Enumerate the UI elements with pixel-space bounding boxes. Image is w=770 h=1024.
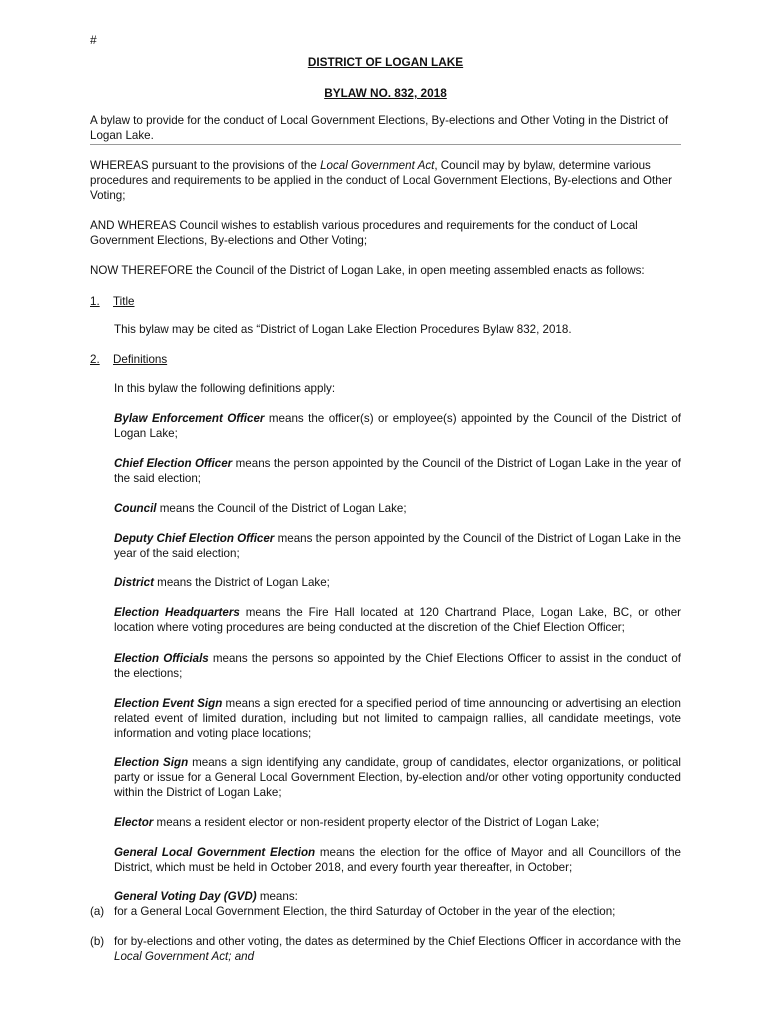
now-therefore-paragraph: NOW THEREFORE the Council of the District of Logan Lake, in open meeting assembled enacts as follows: — [90, 264, 645, 277]
page-marker: # — [90, 33, 97, 47]
definition-item: Bylaw Enforcement Officer means the officer(s) or employee(s) appointed by the Council of the District of Logan Lake; — [114, 412, 681, 440]
definition-item: Chief Election Officer means the person appointed by the Council of the District of Logan Lake in the year of the said election; — [114, 457, 681, 485]
section-2-intro: In this bylaw the following definitions apply: — [114, 382, 336, 395]
district-title: DISTRICT OF LOGAN LAKE — [307, 55, 464, 69]
definition-item: Election Officials means the persons so appointed by the Chief Elections Officer to assist in the conduct of the elections; — [114, 652, 681, 680]
definition-item: General Local Government Election means the election for the office of Mayor and all Councillors of the District, which must be held in October 2018, and every fourth year thereafter, in October; — [114, 846, 681, 874]
gvd-item-a: (a) for a General Local Government Election, the third Saturday of October in the year of the election; — [90, 905, 616, 918]
definition-item: Elector means a resident elector or non-resident property elector of the District of Logan Lake; — [114, 816, 600, 829]
definition-item: Election Sign means a sign identifying any candidate, group of candidates, elector organizations, or political party or issue for a General Local Government Election, by-election and/or other voting opportunity conducted within the District of Logan Lake; — [114, 756, 681, 799]
divider-line — [90, 144, 681, 145]
whereas-paragraph-1: WHEREAS pursuant to the provisions of the Local Government Act, Council may by bylaw, determine various procedures and requirements to be applied in the conduct of Local Government Elections, By-elections and Other Voting; — [90, 159, 672, 202]
definition-item: Deputy Chief Election Officer means the person appointed by the Council of the District of Logan Lake in the year of the said election; — [114, 532, 681, 560]
purpose-paragraph: A bylaw to provide for the conduct of Local Government Elections, By-elections and Other Voting in the District of Logan Lake. — [90, 114, 669, 142]
gvd-item-b: (b) for by-elections and other voting, the dates as determined by the Chief Elections Officer in accordance with the Local Government Act; and — [90, 935, 681, 963]
definition-item: General Voting Day (GVD) means: — [114, 890, 298, 903]
definition-item: Election Headquarters means the Fire Hall located at 120 Chartrand Place, Logan Lake, BC, or other location where voting procedures are being conducted at the discretion of the Chief Election Officer; — [114, 606, 681, 634]
definition-item: Council means the Council of the District of Logan Lake; — [114, 502, 407, 515]
section-1-heading: 1. Title — [90, 295, 135, 308]
section-2-heading: 2. Definitions — [90, 353, 168, 366]
definition-item: Election Event Sign means a sign erected for a specified period of time announcing or advertising an election related event of limited duration, including but not limited to campaign rallies, all candidate meetings, vote information and voting place locations; — [114, 697, 681, 740]
section-1-body: This bylaw may be cited as “District of Logan Lake Election Procedures Bylaw 832, 2018. — [114, 323, 572, 336]
definition-item: District means the District of Logan Lake; — [114, 576, 330, 589]
whereas-paragraph-2: AND WHEREAS Council wishes to establish various procedures and requirements for the conduct of Local Government Elections, By-elections and Other Voting; — [90, 219, 638, 247]
bylaw-title: BYLAW NO. 832, 2018 — [324, 86, 447, 100]
